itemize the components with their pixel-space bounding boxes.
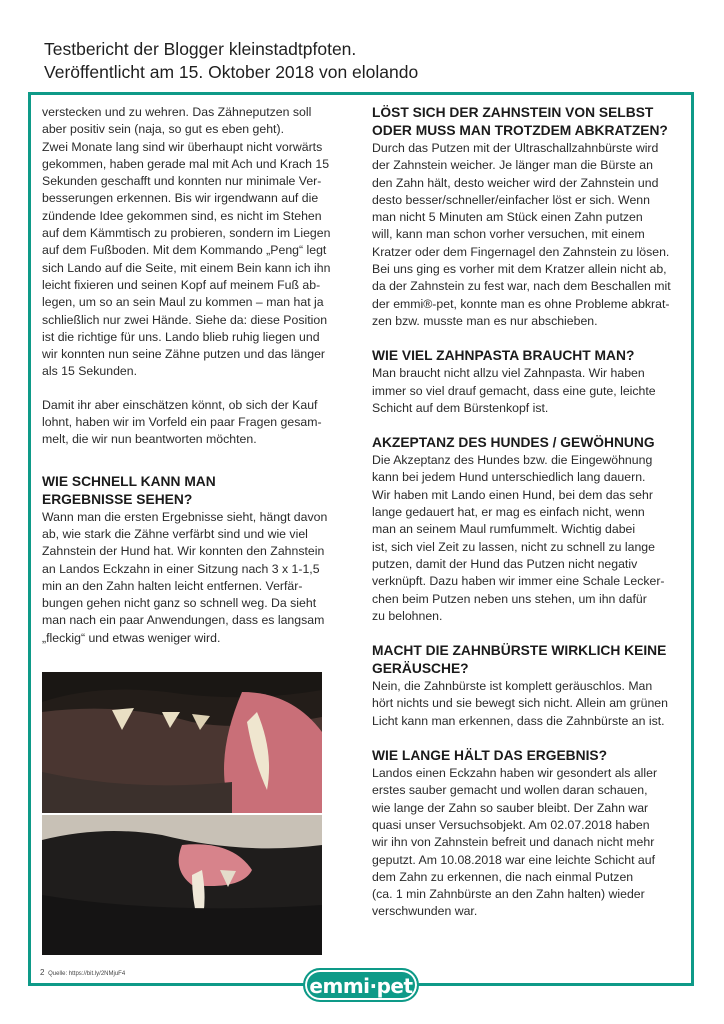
source-link[interactable]: Quelle: https://bit.ly/2NMjuF4 [48, 971, 126, 977]
section-acceptance [372, 434, 684, 625]
page-number: 2 [40, 968, 45, 977]
section-duration [372, 747, 684, 921]
footer-logo-area [0, 968, 724, 1002]
header-line-1: Testbericht der Blogger kleinstadtpfoten. [44, 39, 357, 59]
header-line-2: Veröffentlicht am 15. Oktober 2018 von elolando [44, 62, 419, 82]
section-heading: LÖST SICH DER ZAHNSTEIN VON SELBST ODER MUSS MAN TROTZDEM ABKRATZEN? [372, 105, 668, 138]
section-body: Die Akzeptanz des Hundes bzw. die Eingewöhnung kann bei jedem Hund unterschiedlich lang dauern. Wir haben mit Lando einen Hund, bei dem das sehr lange gedauert hat, er mag es einfach nicht, wenn man an seinem Maul rumfummelt. Wichtig dabei ist, sich viel Zeit zu lassen, nicht zu schnell zu lange putzen, damit der Hund das Putzen nicht negativ verknüpft. Dazu haben wir immer eine Schale Lecker- chen beim Putzen neben uns stehen, um ihn dafür zu belohnen. [372, 453, 665, 623]
intro-paragraph: verstecken und zu wehren. Das Zähneputzen soll aber positiv sein (naja, so gut es eben geht). Zwei Monate lang sind wir überhaupt nicht vorwärts gekommen, haben gerade mal mit Ach und Krach 15 Sekunden geschafft und konnten nur minimale Ver- besserungen erkennen. Bis wir irgendwann auf die zündende Idee gekommen sind, es nicht im Stehen auf dem Kämmtisch zu probieren, sondern im Liegen auf dem Fußboden. Mit dem Kommando „Peng“ legt sich Lando auf die Seite, mit einem Bein kann ich ihn leicht fixieren und seinen Kopf auf meinem Fuß ab- legen, um so an sein Maul zu kommen – man hat ja schließlich nur zwei Hände. Siehe da: diese Position ist die richtige für uns. Lando blieb ruhig liegen und wir konnten nun seine Zähne putzen und das länger als 15 Sekunden. [42, 105, 331, 379]
emmi-pet-logo [303, 968, 419, 1002]
dog-mouth-illustration [42, 815, 322, 955]
logo-text: emmi·pet [309, 974, 413, 998]
section-heading: WIE LANGE HÄLT DAS ERGEBNIS? [372, 748, 608, 764]
questions-paragraph: Damit ihr aber einschätzen könnt, ob sich der Kauf lohnt, haben wir im Vorfeld ein paar Fragen gesam- melt, die wir nun beantworten möchten. [42, 397, 322, 447]
page-header [44, 38, 418, 84]
section-body: Nein, die Zahnbürste ist komplett geräuschlos. Man hört nichts und sie bewegt sich nicht. Allein am grünen Licht kann man erkennen, dass die Zahnbürste an ist. [372, 679, 668, 728]
section-heading: MACHT DIE ZAHNBÜRSTE WIRKLICH KEINE GERÄUSCHE? [372, 643, 667, 677]
section-noise [372, 642, 684, 730]
left-column [42, 104, 354, 664]
dog-teeth-photo-before [42, 672, 322, 813]
section-heading: WIE VIEL ZAHNPASTA BRAUCHT MAN? [372, 348, 635, 364]
section-tartar [372, 104, 684, 330]
dog-teeth-illustration [42, 672, 322, 813]
right-column [372, 104, 684, 938]
dog-teeth-photo-after [42, 815, 322, 955]
section-body: Durch das Putzen mit der Ultraschallzahnbürste wird der Zahnstein weicher. Je länger man die Bürste an den Zahn hält, desto weicher wird der Zahnstein und desto besser/schneller/einfacher löst er sich. Wenn man nicht 5 Minuten am Stück einen Zahn putzen will, kann man schon vorher versuchen, mit einem Kratzer oder dem Fingernagel den Zahnstein zu lösen. Bei uns ging es vorher mit dem Kratzer allein nicht ab, da der Zahnstein zu fest war, nach dem Beschallen mit der emmi®-pet, konnte man es ohne Probleme abkrat- zen bzw. musste man es nur abschieben. [372, 141, 671, 328]
section-body: Wann man die ersten Ergebnisse sieht, hängt davon ab, wie stark die Zähne verfärbt sind und wie viel Zahnstein der Hund hat. Wir konnten den Zahnstein an Landos Eckzahn in einer Sitzung nach 3 x 1-1,5 min an den Zahn halten leicht entfernen. Verfär- bungen gehen nicht ganz so schnell weg. Da sieht man nach ein paar Anwendungen, dass es langsam „fleckig“ und etwas weniger wird. [42, 509, 328, 645]
section-heading: WIE SCHNELL KANN MAN ERGEBNISSE SEHEN? [42, 473, 216, 507]
section-body: Landos einen Eckzahn haben wir gesondert als aller erstes sauber gemacht und wollen daran schauen, wie lange der Zahn so sauber bleibt. Der Zahn war quasi unser Versuchsobjekt. Am 02.07.2018 haben wir ihn von Zahnstein befreit und danach nicht mehr geputzt. Am 10.08.2018 war eine leichte Schicht auf dem Zahn zu erkennen, die nach einmal Putzen (ca. 1 min Zahnbürste an den Zahn halten) wieder verschwunden war. [372, 766, 658, 919]
section-results-speed [42, 473, 354, 647]
section-toothpaste [372, 347, 684, 417]
section-heading: AKZEPTANZ DES HUNDES / GEWÖHNUNG [372, 435, 655, 451]
section-body: Man braucht nicht allzu viel Zahnpasta. Wir haben immer so viel drauf gemacht, dass eine gute, leichte Schicht auf dem Bürstenkopf ist. [372, 366, 656, 415]
